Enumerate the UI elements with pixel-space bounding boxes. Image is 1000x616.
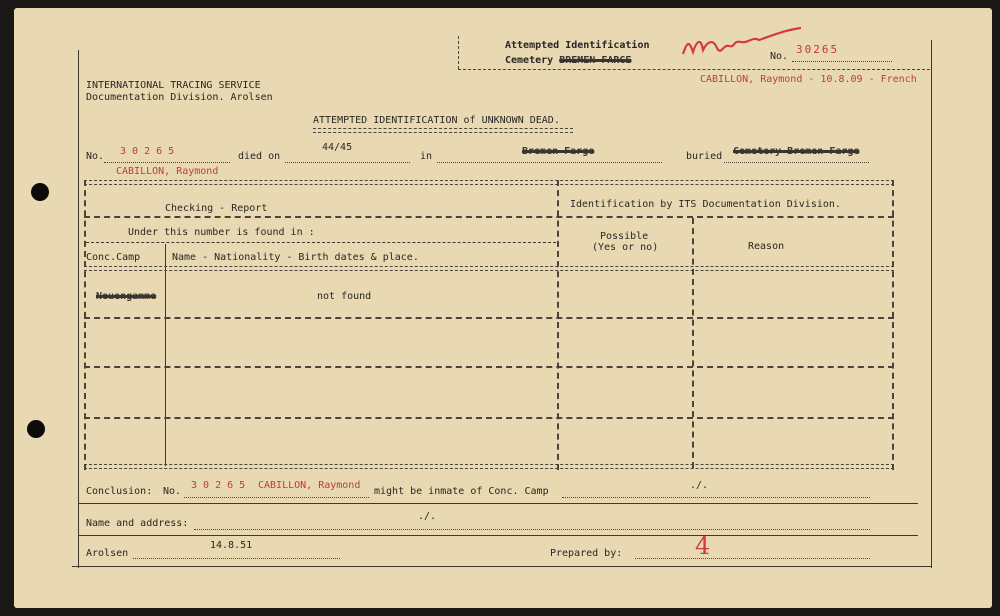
address-value: ./. xyxy=(418,511,437,522)
conclusion-no-line xyxy=(184,497,369,498)
right-border xyxy=(931,40,932,568)
title-underline xyxy=(313,128,573,133)
header-box-line1: Attempted Identification xyxy=(505,40,650,51)
footer-date: 14.8.51 xyxy=(210,540,253,551)
checking-header: Checking - Report xyxy=(165,203,268,214)
punch-hole xyxy=(31,183,49,201)
in-line xyxy=(437,162,662,163)
table-reason-divider xyxy=(692,218,694,468)
address-label: Name and address: xyxy=(86,518,189,529)
record-no-label: No. xyxy=(86,151,105,162)
table-top-border xyxy=(84,180,894,185)
buried-value: Cemetery Bremen-Farge xyxy=(733,146,860,157)
address-separator xyxy=(78,535,918,536)
left-border xyxy=(78,50,79,568)
in-label: in xyxy=(420,151,433,162)
col-name: Name - Nationality - Birth dates & place. xyxy=(172,252,419,263)
header-no-label: No. xyxy=(770,51,789,62)
row-divider xyxy=(84,366,894,368)
column-header-line xyxy=(84,266,894,271)
identification-header: Identification by ITS Documentation Division. xyxy=(570,199,841,210)
col-camp: Conc.Camp xyxy=(86,252,141,263)
row-divider xyxy=(84,417,894,419)
org-line1: INTERNATIONAL TRACING SERVICE xyxy=(86,80,261,91)
col-possible: Possible xyxy=(600,231,649,242)
box-bottom-border xyxy=(458,69,930,70)
row1-camp: Neuengamme xyxy=(96,291,157,302)
conclusion-label: Conclusion: xyxy=(86,486,153,497)
header-no-value: 30265 xyxy=(796,43,840,56)
died-value: 44/45 xyxy=(322,142,353,153)
found-in-label: Under this number is found in : xyxy=(128,227,315,238)
prepared-line xyxy=(635,558,870,559)
died-line xyxy=(285,162,410,163)
col-possible-sub: (Yes or no) xyxy=(592,242,659,253)
row1-result: not found xyxy=(317,291,372,302)
col-reason: Reason xyxy=(748,241,785,252)
conclusion-value: ./. xyxy=(690,480,709,491)
address-line xyxy=(194,529,870,530)
record-no-line xyxy=(104,162,230,163)
table-right-border xyxy=(892,180,894,470)
record-name: CABILLON, Raymond xyxy=(116,166,219,177)
conclusion-separator xyxy=(78,503,918,504)
table-middle-divider xyxy=(557,180,559,470)
punch-hole xyxy=(27,420,45,438)
buried-label: buried xyxy=(686,151,723,162)
prepared-label: Prepared by: xyxy=(550,548,623,559)
in-value: Bremen-Farge xyxy=(522,146,595,157)
red-header: CABILLON, Raymond - 10.8.09 - French xyxy=(700,74,917,85)
table-header-line xyxy=(84,216,894,218)
bottom-border xyxy=(72,566,932,567)
row-divider xyxy=(84,317,894,319)
prepared-value: 4 xyxy=(695,532,711,560)
conclusion-text: might be inmate of Conc. Camp xyxy=(374,486,549,497)
footer-date-line xyxy=(133,558,340,559)
found-in-line xyxy=(86,242,556,243)
conclusion-name: CABILLON, Raymond xyxy=(258,480,361,491)
table-bottom-border xyxy=(84,464,894,469)
box-left-border xyxy=(458,36,459,69)
footer-place: Arolsen xyxy=(86,548,129,559)
table-left-border xyxy=(84,180,86,470)
died-label: died on xyxy=(238,151,281,162)
org-line2: Documentation Division. Arolsen xyxy=(86,92,273,103)
header-no-line xyxy=(792,61,892,62)
buried-line xyxy=(724,162,869,163)
document-title: ATTEMPTED IDENTIFICATION of UNKNOWN DEAD. xyxy=(313,115,560,126)
conclusion-line xyxy=(562,497,870,498)
record-no-value: 3 0 2 6 5 xyxy=(120,146,175,157)
table-camp-divider xyxy=(165,244,166,466)
conclusion-no-value: 3 0 2 6 5 xyxy=(191,480,246,491)
conclusion-no-label: No. xyxy=(163,486,182,497)
header-box-line2: Cemetery BREMEN-FARGE xyxy=(505,55,632,66)
